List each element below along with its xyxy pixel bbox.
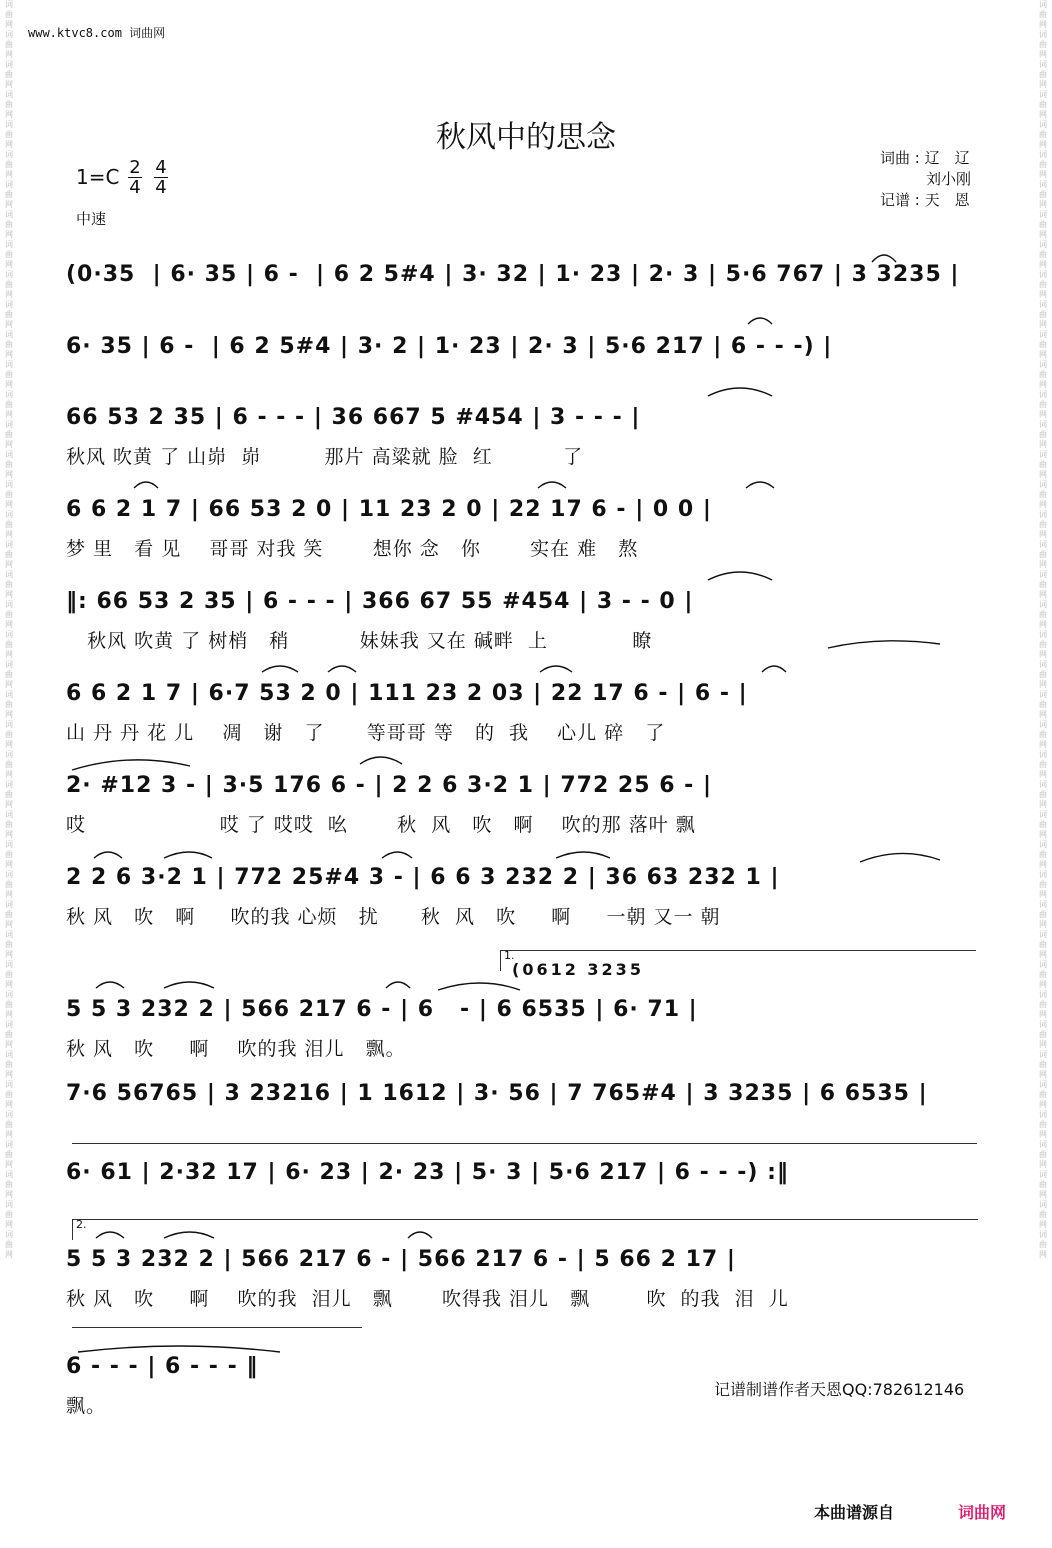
credit-transcriber: 记谱 : 天 恩 <box>880 191 970 209</box>
slur-arc <box>96 982 124 988</box>
slur-arc <box>762 666 786 672</box>
slur-arc <box>872 255 896 262</box>
slur-arc <box>538 482 566 488</box>
notation-row-7: 2· #12 3 - | 3·5 176 6 - | 2 2 6 3·2 1 | 772 25 6 - | <box>66 773 712 798</box>
lyrics-row-3: 秋风 吹黄 了 山峁 峁 那片 高粱就 脸 红 了 <box>66 446 584 468</box>
slur-arc <box>382 852 412 858</box>
lyrics-row-4: 梦 里 看 见 哥哥 对我 笑 想你 念 你 实在 难 熬 <box>66 538 639 560</box>
site-url: www.ktvc8.com 词曲网 <box>28 26 166 40</box>
slur-arc <box>262 666 298 672</box>
key-signature: 1=C <box>76 165 120 189</box>
slur-arc <box>748 318 772 324</box>
lyrics-row-8: 秋 风 吹 啊 吹的我 心烦 扰 秋 风 吹 啊 一朝 又一 朝 <box>66 906 721 928</box>
slur-arc <box>164 852 212 858</box>
lyrics-row-5: 秋风 吹黄 了 树梢 稍 妹妹我 又在 碱畔 上 瞭 <box>66 630 653 652</box>
footer-source-label: 本曲谱源自 <box>814 1503 895 1522</box>
volta-1-label: 1. <box>504 949 515 962</box>
notation-row-11: 6· 61 | 2·32 17 | 6· 23 | 2· 23 | 5· 3 | 5·6 217 | 6 - - -) :‖ <box>66 1160 789 1185</box>
slur-arc <box>360 757 402 764</box>
volta-1-notes: (0612 3235 <box>512 960 644 979</box>
slur-arc <box>328 666 356 672</box>
slur-arc <box>134 482 158 488</box>
notation-row-4: 6 6 2 1 7 | 66 53 2 0 | 11 23 2 0 | 22 17 6 - | 0 0 | <box>66 497 712 522</box>
lyrics-row-6: 山 丹 丹 花 儿 凋 谢 了 等哥哥 等 的 我 心儿 碎 了 <box>66 722 666 744</box>
notation-row-2: 6· 35 | 6 - | 6 2 5#4 | 3· 2 | 1· 23 | 2· 3 | 5·6 217 | 6 - - -) | <box>66 334 833 359</box>
time-sig-denominator: 4 <box>155 177 167 198</box>
notation-row-8: 2 2 6 3·2 1 | 772 25#4 3 - | 6 6 3 232 2 | 36 63 232 1 | <box>66 865 780 890</box>
notation-row-1: (0·35 | 6· 35 | 6 - | 6 2 5#4 | 3· 32 | 1· 23 | 2· 3 | 5·6 767 | 3 3235 | <box>66 262 960 287</box>
slur-arc <box>164 1232 214 1238</box>
slur-arc <box>746 482 774 488</box>
slur-arc <box>828 641 940 648</box>
time-sig-denominator: 4 <box>129 177 141 198</box>
right-watermark-strip: 词曲网词曲网词曲网词曲网词曲网词曲网词曲网词曲网词曲网词曲网词曲网词曲网词曲网词曲网词曲网词曲网词曲网词曲网词曲网词曲网词曲网词曲网词曲网词曲网词曲网词曲网词曲网词曲网词曲网词曲网词曲网词曲网词曲网词曲网词曲网词曲网词曲网词曲网词曲网词曲网词曲网词曲网 <box>1039 0 1047 1259</box>
notation-row-10: 7·6 56765 | 3 23216 | 1 1612 | 3· 56 | 7 765#4 | 3 3235 | 6 6535 | <box>66 1081 928 1106</box>
slur-arc <box>96 1232 124 1238</box>
lyrics-row-9: 秋 风 吹 啊 吹的我 泪儿 飘。 <box>66 1038 406 1060</box>
left-watermark-strip: 词曲网词曲网词曲网词曲网词曲网词曲网词曲网词曲网词曲网词曲网词曲网词曲网词曲网词曲网词曲网词曲网词曲网词曲网词曲网词曲网词曲网词曲网词曲网词曲网词曲网词曲网词曲网词曲网词曲网词曲网词曲网词曲网词曲网词曲网词曲网词曲网词曲网词曲网词曲网词曲网词曲网词曲网 <box>5 0 13 1259</box>
slur-arc <box>78 1346 280 1352</box>
notation-row-5: ‖: 66 53 2 35 | 6 - - - | 366 67 55 #454 | 3 - - 0 | <box>66 589 694 614</box>
slur-arc <box>386 982 410 988</box>
lyrics-row-13: 飘。 <box>66 1395 107 1417</box>
notation-row-3: 66 53 2 35 | 6 - - - | 36 667 5 #454 | 3 - - - | <box>66 405 641 430</box>
time-sig-numerator: 4 <box>155 157 167 178</box>
volta-2-label: 2. <box>76 1218 87 1231</box>
slur-arc <box>164 982 214 988</box>
footer-site-link[interactable]: 词曲网 <box>958 1503 1007 1522</box>
notation-row-6: 6 6 2 1 7 | 6·7 53 2 0 | 111 23 2 03 | 22 17 6 - | 6 - | <box>66 681 748 706</box>
slur-arc <box>556 852 610 858</box>
credit-lyricist-composer-2: 刘小刚 <box>926 170 972 188</box>
slur-arc <box>72 760 190 770</box>
tempo-marking: 中速 <box>76 210 107 228</box>
notation-row-9: 5 5 3 232 2 | 566 217 6 - | 6 - | 6 6535 | 6· 71 | <box>66 997 698 1022</box>
credit-lyricist-composer: 词曲 : 辽 辽 <box>880 149 970 167</box>
slur-arc <box>540 666 572 672</box>
time-sig-numerator: 2 <box>129 157 141 178</box>
notation-row-13: 6 - - - | 6 - - - ‖ <box>66 1354 259 1379</box>
song-title: 秋风中的思念 <box>436 120 616 155</box>
lyrics-row-7: 哎 哎 了 哎哎 吆 秋 风 吹 啊 吹的那 落叶 飘 <box>66 814 696 836</box>
notation-row-12: 5 5 3 232 2 | 566 217 6 - | 566 217 6 - | 5 66 2 17 | <box>66 1247 736 1272</box>
slur-arc <box>860 853 940 862</box>
slur-arc <box>94 852 122 858</box>
slur-arc <box>438 983 520 990</box>
slur-arc <box>408 1232 432 1238</box>
slur-arc <box>708 388 772 396</box>
transcriber-note: 记谱制谱作者天恩QQ:782612146 <box>714 1380 965 1399</box>
slur-arc <box>708 572 772 580</box>
lyrics-row-12: 秋 风 吹 啊 吹的我 泪儿 飘 吹得我 泪儿 飘 吹 的我 泪 儿 <box>66 1288 789 1310</box>
